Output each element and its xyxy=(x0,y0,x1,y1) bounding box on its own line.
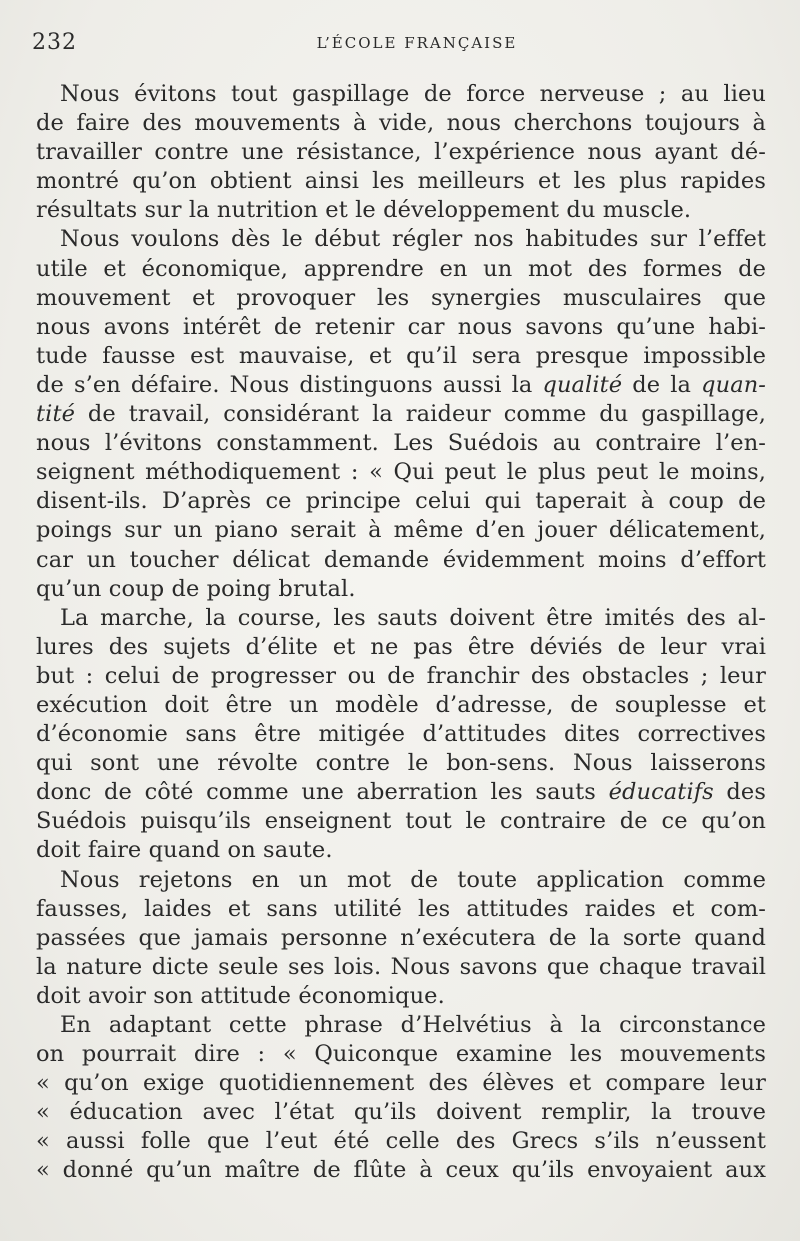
running-title: L’ÉCOLE FRANÇAISE xyxy=(316,34,518,52)
page-number: 232 xyxy=(32,30,77,55)
text-run: car un toucher délicat demande évidemment moins d’effort xyxy=(36,546,766,573)
text-line xyxy=(36,284,766,313)
text-line xyxy=(36,720,766,749)
text-run: mouvement et provoquer les synergies musculaires que xyxy=(36,284,766,311)
page-header xyxy=(32,30,772,60)
text-line xyxy=(36,1011,766,1040)
italic-text: quan- xyxy=(701,371,766,398)
text-run: disent-ils. D’après ce principe celui qui taperait à coup de xyxy=(36,488,766,515)
text-run: seignent méthodiquement : « Qui peut le plus peut le moins, xyxy=(36,459,766,486)
text-run: la nature dicte seule ses lois. Nous savons que chaque travail xyxy=(36,953,766,980)
text-run: « éducation avec l’état qu’ils doivent remplir, la trouve xyxy=(36,1099,766,1126)
text-line xyxy=(36,255,766,284)
text-line xyxy=(36,109,766,138)
text-run: utile et économique, apprendre en un mot des formes de xyxy=(36,255,766,282)
text-line xyxy=(36,1098,766,1127)
body-text xyxy=(36,80,766,1186)
text-run: de faire des mouvements à vide, nous cherchons toujours à xyxy=(36,110,766,137)
text-run: montré qu’on obtient ainsi les meilleurs et les plus rapides xyxy=(36,168,766,195)
text-run: La marche, la course, les sauts doivent être imités des al- xyxy=(60,604,766,631)
italic-text: éducatifs xyxy=(608,779,714,806)
text-run: fausses, laides et sans utilité les attitudes raides et com- xyxy=(36,895,766,922)
text-line xyxy=(36,80,766,109)
text-line xyxy=(36,1069,766,1098)
text-line xyxy=(36,342,766,371)
text-run: passées que jamais personne n’exécutera de la sorte quand xyxy=(36,924,766,951)
text-run: « donné qu’un maître de flûte à ceux qu’ils envoyaient aux xyxy=(36,1157,766,1184)
text-run: de s’en défaire. Nous distinguons aussi la xyxy=(36,371,543,398)
text-line xyxy=(36,924,766,953)
text-run: on pourrait dire : « Quiconque examine les mouvements xyxy=(36,1041,766,1068)
text-run: nous l’évitons constamment. Les Suédois au contraire l’en- xyxy=(36,430,766,457)
italic-text: tité xyxy=(36,401,75,428)
text-run: doit avoir son attitude économique. xyxy=(36,982,445,1009)
italic-text: qualité xyxy=(542,371,623,398)
text-line xyxy=(36,196,766,225)
text-line xyxy=(36,371,766,400)
text-line xyxy=(36,807,766,836)
text-line xyxy=(36,575,766,604)
text-line xyxy=(36,1127,766,1156)
text-line xyxy=(36,982,766,1011)
text-line xyxy=(36,662,766,691)
text-line xyxy=(36,1156,766,1185)
text-run: d’économie sans être mitigée d’attitudes dites correctives xyxy=(36,721,766,748)
text-line xyxy=(36,138,766,167)
text-run: lures des sujets d’élite et ne pas être déviés de leur vrai xyxy=(36,633,766,660)
text-line xyxy=(36,749,766,778)
text-run: Nous rejetons en un mot de toute application comme xyxy=(60,866,766,893)
text-line xyxy=(36,167,766,196)
text-line xyxy=(36,429,766,458)
text-line xyxy=(36,546,766,575)
text-run: nous avons intérêt de retenir car nous savons qu’une habi- xyxy=(36,313,766,340)
text-run: des xyxy=(713,779,766,806)
text-run: poings sur un piano serait à même d’en jouer délicatement, xyxy=(36,517,766,544)
text-line xyxy=(36,953,766,982)
text-line xyxy=(36,866,766,895)
text-line xyxy=(36,1040,766,1069)
text-run: de travail, considérant la raideur comme du gaspillage, xyxy=(75,401,766,428)
text-line xyxy=(36,836,766,865)
text-line xyxy=(36,400,766,429)
text-line xyxy=(36,778,766,807)
text-run: doit faire quand on saute. xyxy=(36,837,333,864)
text-run: « qu’on exige quotidiennement des élèves et compare leur xyxy=(36,1070,766,1097)
text-run: En adaptant cette phrase d’Helvétius à la circonstance xyxy=(60,1012,766,1038)
text-line xyxy=(36,313,766,342)
text-run: but : celui de progresser ou de franchir des obstacles ; leur xyxy=(36,662,766,689)
text-line xyxy=(36,691,766,720)
text-run: donc de côté comme une aberration les sauts xyxy=(36,779,609,806)
text-run: exécution doit être un modèle d’adresse, de souplesse et xyxy=(36,691,766,718)
text-line xyxy=(36,458,766,487)
text-run: qu’un coup de poing brutal. xyxy=(36,575,356,602)
text-run: travailler contre une résistance, l’expérience nous ayant dé- xyxy=(36,139,766,166)
text-line xyxy=(36,633,766,662)
text-run: tude fausse est mauvaise, et qu’il sera presque impossible xyxy=(36,342,766,369)
text-run: Nous voulons dès le début régler nos habitudes sur l’effet xyxy=(60,226,766,253)
text-run: résultats sur la nutrition et le développement du muscle. xyxy=(36,197,692,224)
text-run: qui sont une révolte contre le bon-sens. Nous laisserons xyxy=(36,750,766,777)
text-line xyxy=(36,604,766,633)
text-line xyxy=(36,895,766,924)
text-run: Nous évitons tout gaspillage de force nerveuse ; au lieu xyxy=(60,81,766,107)
text-run: Suédois puisqu’ils enseignent tout le contraire de ce qu’on xyxy=(36,808,766,835)
text-run: de la xyxy=(622,371,702,398)
text-run: « aussi folle que l’eut été celle des Grecs s’ils n’eussent xyxy=(36,1128,766,1155)
text-line xyxy=(36,487,766,516)
text-line xyxy=(36,225,766,254)
text-line xyxy=(36,516,766,545)
